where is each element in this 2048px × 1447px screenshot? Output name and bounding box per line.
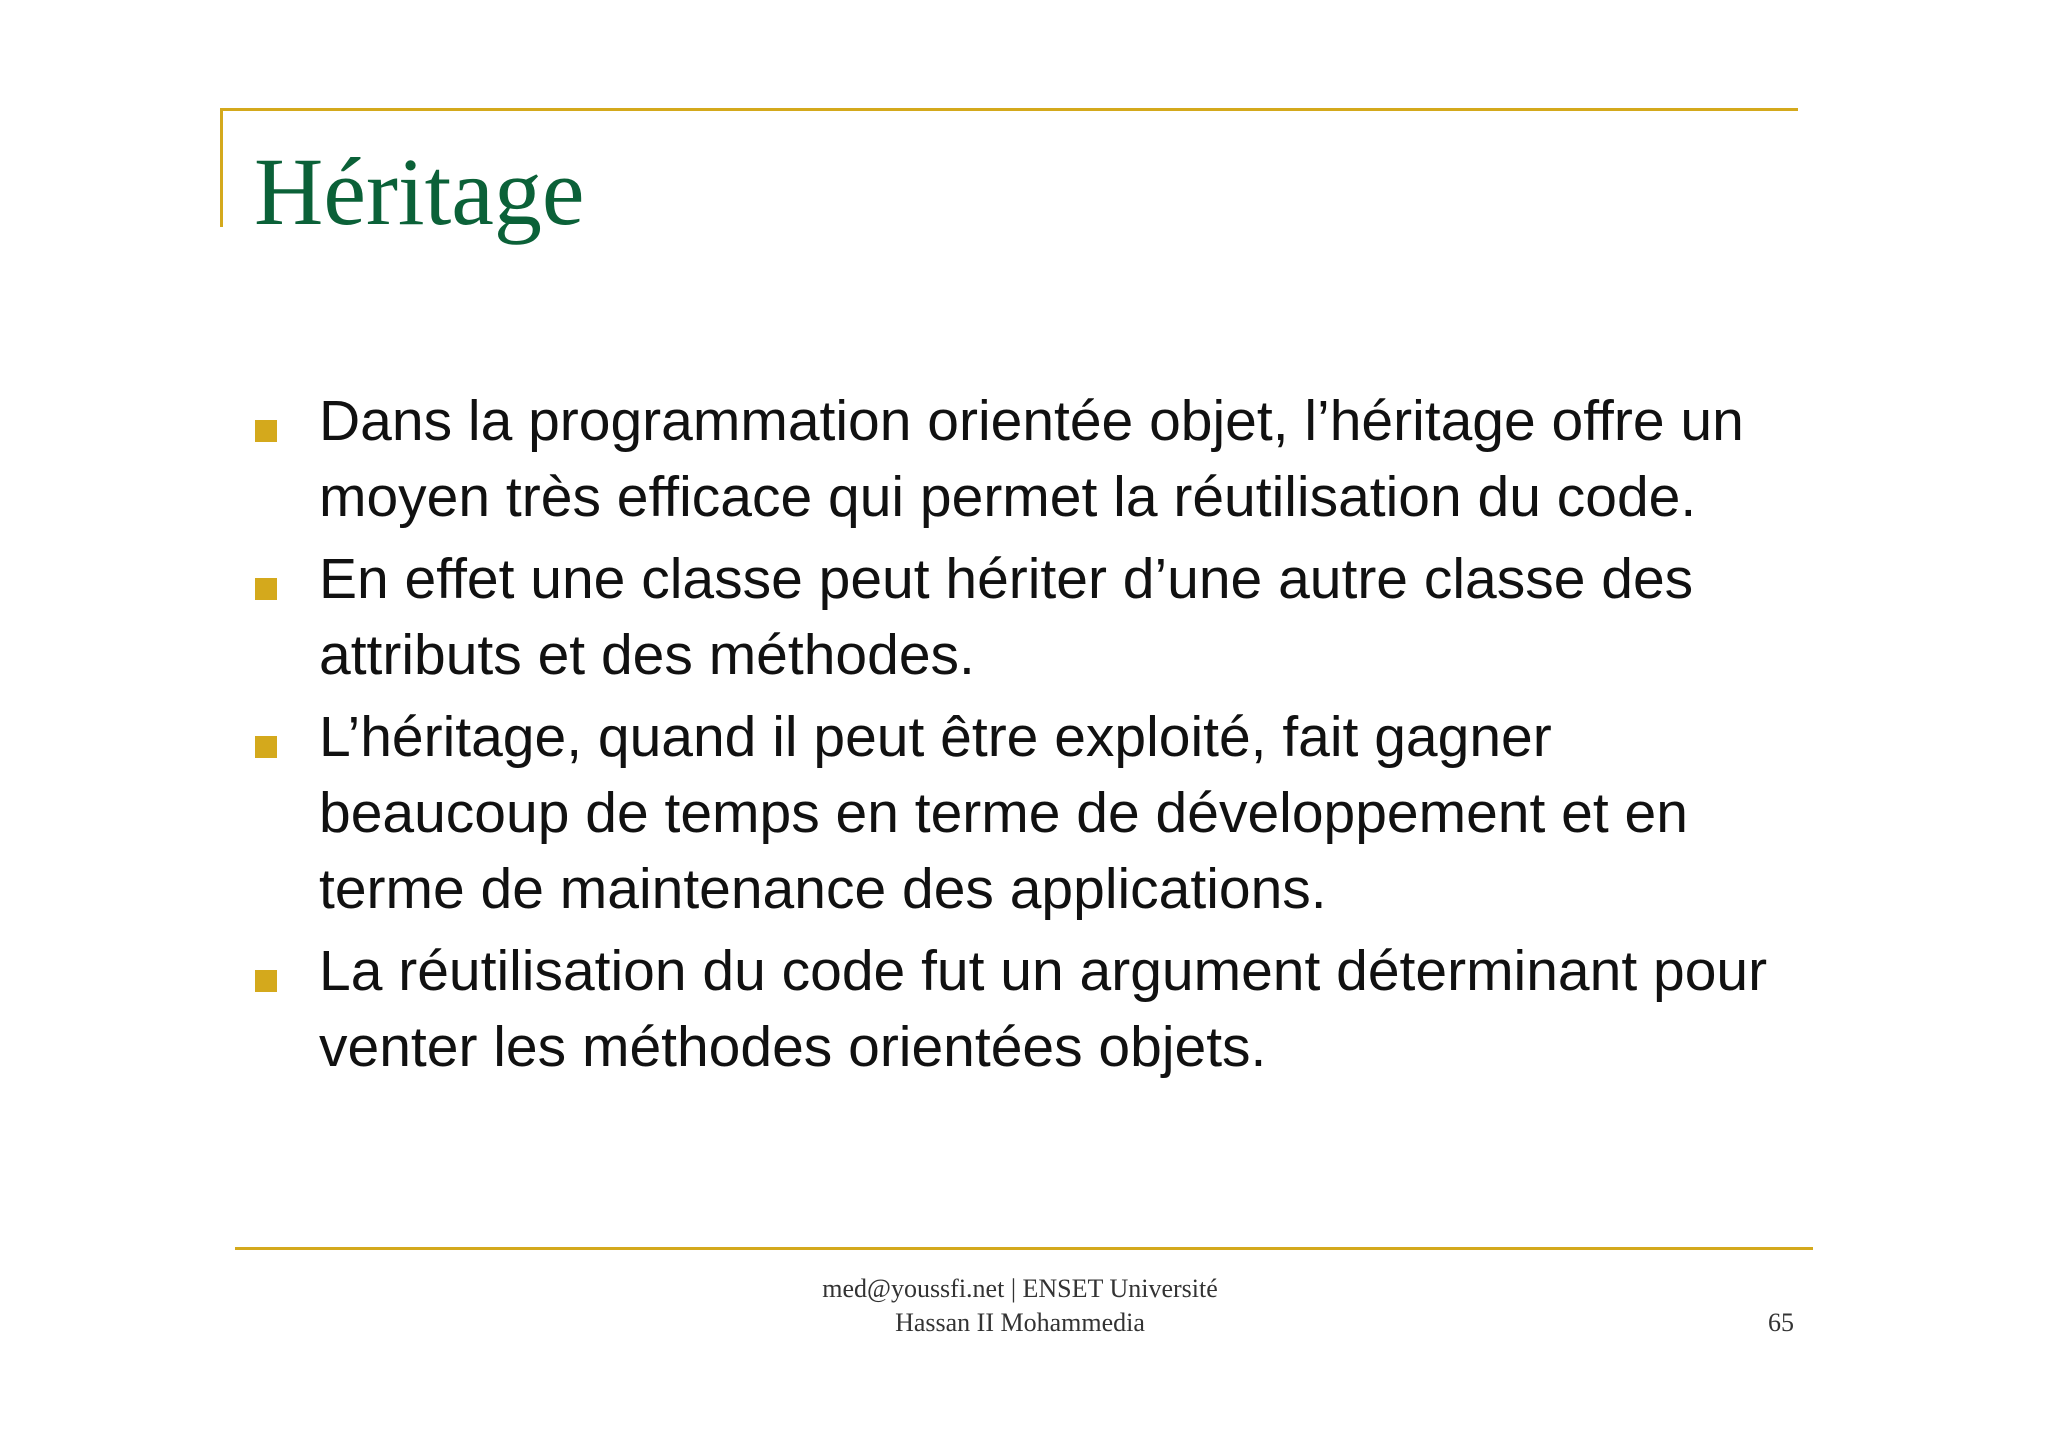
bullet-list: [252, 383, 1812, 1091]
page-number: 65: [1768, 1308, 1794, 1337]
bullet-text: L’héritage, quand il peut être exploité, fait gagner beaucoup de temps en terme de développement et en terme de maintenance des applications.: [319, 705, 1688, 921]
square-bullet-icon: [255, 736, 277, 758]
bullet-item: [252, 699, 1812, 927]
left-divider: [220, 108, 223, 227]
bottom-divider: [235, 1247, 1813, 1250]
bullet-item: [252, 933, 1812, 1085]
square-bullet-icon: [255, 970, 277, 992]
slide-title: Héritage: [254, 138, 585, 245]
footer-line-1: med@youssfi.net | ENSET Université: [822, 1274, 1218, 1303]
square-bullet-icon: [255, 420, 277, 442]
bullet-item: [252, 383, 1812, 535]
top-divider: [220, 108, 1798, 111]
footer-line-2: Hassan II Mohammedia: [895, 1308, 1145, 1337]
square-bullet-icon: [255, 578, 277, 600]
bullet-text: Dans la programmation orientée objet, l’héritage offre un moyen très efficace qui permet la réutilisation du code.: [319, 389, 1744, 529]
bullet-text: La réutilisation du code fut un argument déterminant pour venter les méthodes orientées objets.: [319, 939, 1768, 1079]
footer: [740, 1272, 1300, 1340]
bullet-text: En effet une classe peut hériter d’une autre classe des attributs et des méthodes.: [319, 547, 1694, 687]
bullet-item: [252, 541, 1812, 693]
